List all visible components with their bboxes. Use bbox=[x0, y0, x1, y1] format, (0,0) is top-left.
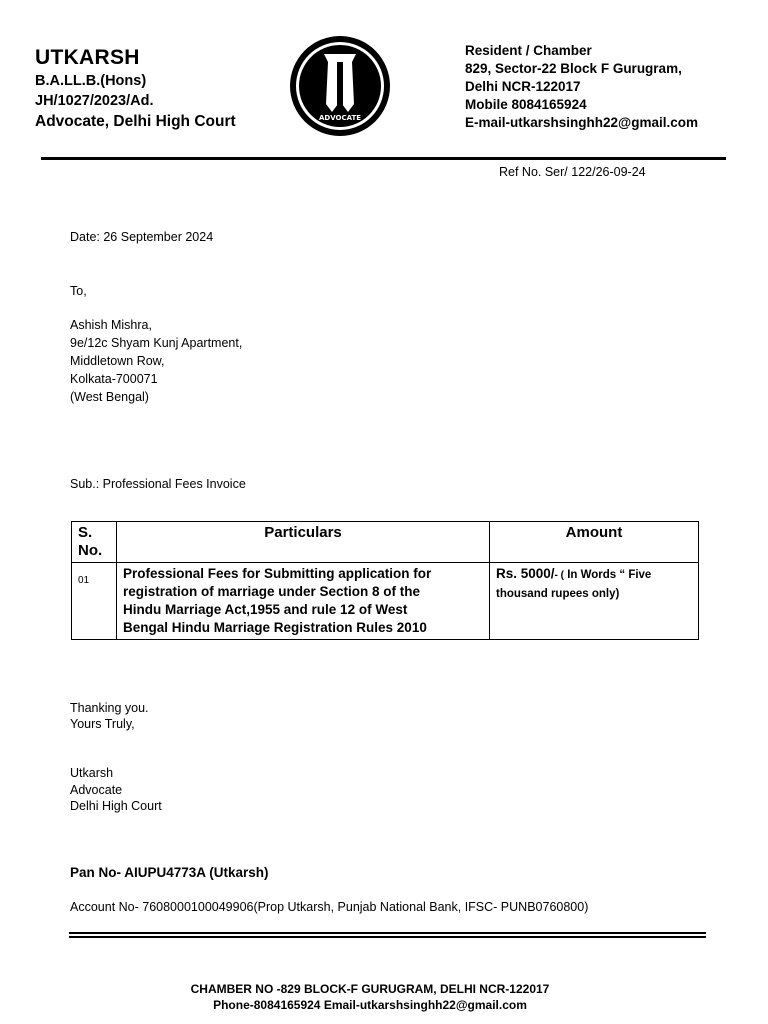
recipient-address-line: Middletown Row, bbox=[70, 354, 165, 368]
address-title: Resident / Chamber bbox=[465, 43, 592, 58]
closing-thanks: Thanking you. bbox=[70, 701, 149, 715]
amount-words-part2: thousand rupees only) bbox=[496, 588, 620, 600]
advocate-name: UTKARSH bbox=[35, 46, 140, 69]
advocate-logo-icon bbox=[288, 34, 392, 138]
row-amount bbox=[490, 563, 699, 640]
closing-yours: Yours Truly, bbox=[70, 717, 135, 731]
address-line-2: Delhi NCR-122017 bbox=[465, 79, 581, 94]
recipient-address-line: (West Bengal) bbox=[70, 390, 149, 404]
footer-contact: Phone-8084165924 Email-utkarshsinghh22@gmail.com bbox=[213, 998, 527, 1012]
amount-figure: Rs. 5000/ bbox=[496, 566, 555, 581]
mobile-number: Mobile 8084165924 bbox=[465, 97, 587, 112]
table-header-row bbox=[72, 522, 699, 563]
pan-number: Pan No- AIUPU4773A (Utkarsh) bbox=[70, 865, 269, 880]
footer-address: CHAMBER NO -829 BLOCK-F GURUGRAM, DELHI NCR-122017 bbox=[190, 982, 550, 996]
to-label: To, bbox=[70, 284, 87, 298]
invoice-table bbox=[71, 521, 699, 640]
column-header-sno: S. No. bbox=[72, 522, 117, 563]
advocate-designation: Advocate, Delhi High Court bbox=[35, 113, 236, 130]
recipient-address-line: 9e/12c Shyam Kunj Apartment, bbox=[70, 336, 243, 350]
row-particulars: Professional Fees for Submitting application for registration of marriage under Section 8 of the Hindu Marriage Act,1955 and rule 12 of West Bengal Hindu Marriage Registration Rules 2010 bbox=[117, 563, 490, 640]
amount-words-part1: In Words “ Five bbox=[564, 569, 652, 581]
svg-text:ADVOCATE: ADVOCATE bbox=[318, 114, 362, 122]
table-row bbox=[72, 563, 699, 640]
column-header-amount: Amount bbox=[490, 522, 699, 563]
recipient-name: Ashish Mishra, bbox=[70, 318, 152, 332]
amount-bracket: - ( bbox=[554, 570, 564, 581]
footer-divider bbox=[69, 932, 706, 934]
footer-divider bbox=[69, 936, 706, 938]
recipient-address-line: Kolkata-700071 bbox=[70, 372, 158, 386]
address-line-1: 829, Sector-22 Block F Gurugram, bbox=[465, 61, 682, 76]
enrolment-number: JH/1027/2023/Ad. bbox=[35, 93, 154, 109]
header-divider bbox=[41, 157, 726, 160]
signatory-court: Delhi High Court bbox=[70, 799, 162, 813]
reference-number: Ref No. Ser/ 122/26-09-24 bbox=[499, 165, 646, 179]
row-sno: 01 bbox=[72, 563, 117, 640]
column-header-particulars: Particulars bbox=[117, 522, 490, 563]
signatory-name: Utkarsh bbox=[70, 766, 114, 780]
advocate-degree: B.A.LL.B.(Hons) bbox=[35, 73, 147, 89]
letter-date: Date: 26 September 2024 bbox=[70, 230, 214, 244]
subject-line: Sub.: Professional Fees Invoice bbox=[70, 477, 246, 491]
email-address: E-mail-utkarshsinghh22@gmail.com bbox=[465, 115, 698, 130]
bank-account-details: Account No- 7608000100049906(Prop Utkarsh, Punjab National Bank, IFSC- PUNB0760800) bbox=[70, 900, 589, 914]
signatory-title: Advocate bbox=[70, 783, 123, 797]
